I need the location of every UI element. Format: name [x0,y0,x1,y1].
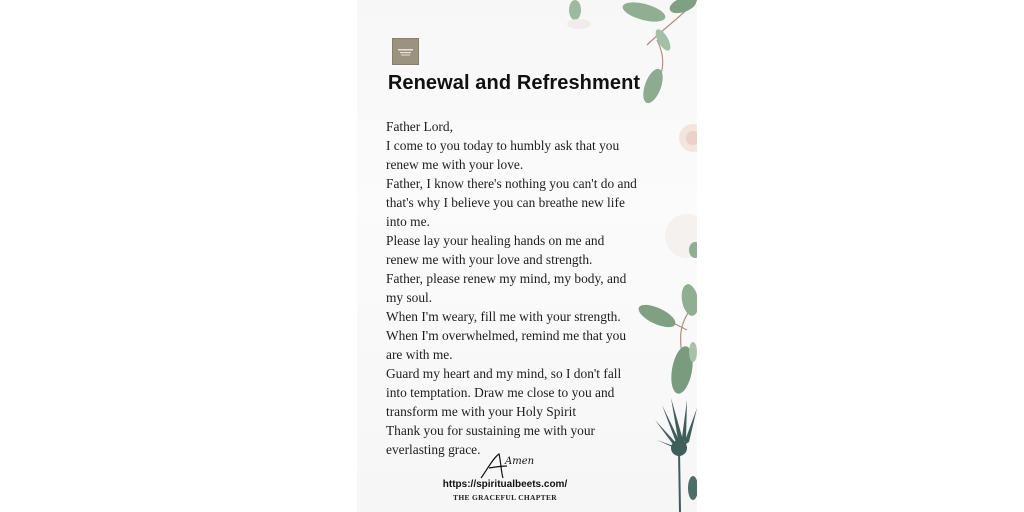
prayer-line: Father, please renew my mind, my body, and [386,271,627,286]
prayer-line: Guard my heart and my mind, so I don't fall [386,366,622,381]
prayer-line: renew me with your love and strength. [386,252,593,267]
website-url[interactable]: https://spiritualbeets.com/ [442,479,568,490]
prayer-line: When I'm overwhelmed, remind me that you [386,328,627,343]
prayer-line: into me. [386,214,430,229]
prayer-line: everlasting grace. [386,442,481,457]
amen-signature: Amen [505,456,535,467]
prayer-line: Thank you for sustaining me with your [386,423,596,438]
prayer-line: transform me with your Holy Spirit [386,404,577,419]
prayer-text [386,117,686,459]
prayer-line: are with me. [386,347,453,362]
prayer-line: I come to you today to humbly ask that you [386,138,620,153]
prayer-line: When I'm weary, fill me with your strength. [386,309,621,324]
prayer-line: Father Lord, [386,119,453,134]
brand-logo-icon [392,38,419,65]
prayer-line: Please lay your healing hands on me and [386,233,605,248]
prayer-line: that's why I believe you can breathe new life [386,195,625,210]
prayer-line: Father, I know there's nothing you can't do and [386,176,637,191]
prayer-line: into temptation. Draw me close to you and [386,385,615,400]
brand-name: THE GRACEFUL CHAPTER [453,493,557,502]
prayer-line: my soul. [386,290,433,305]
prayer-line: renew me with your love. [386,157,524,172]
prayer-title: Renewal and Refreshment [387,72,641,94]
prayer-card [357,0,697,512]
